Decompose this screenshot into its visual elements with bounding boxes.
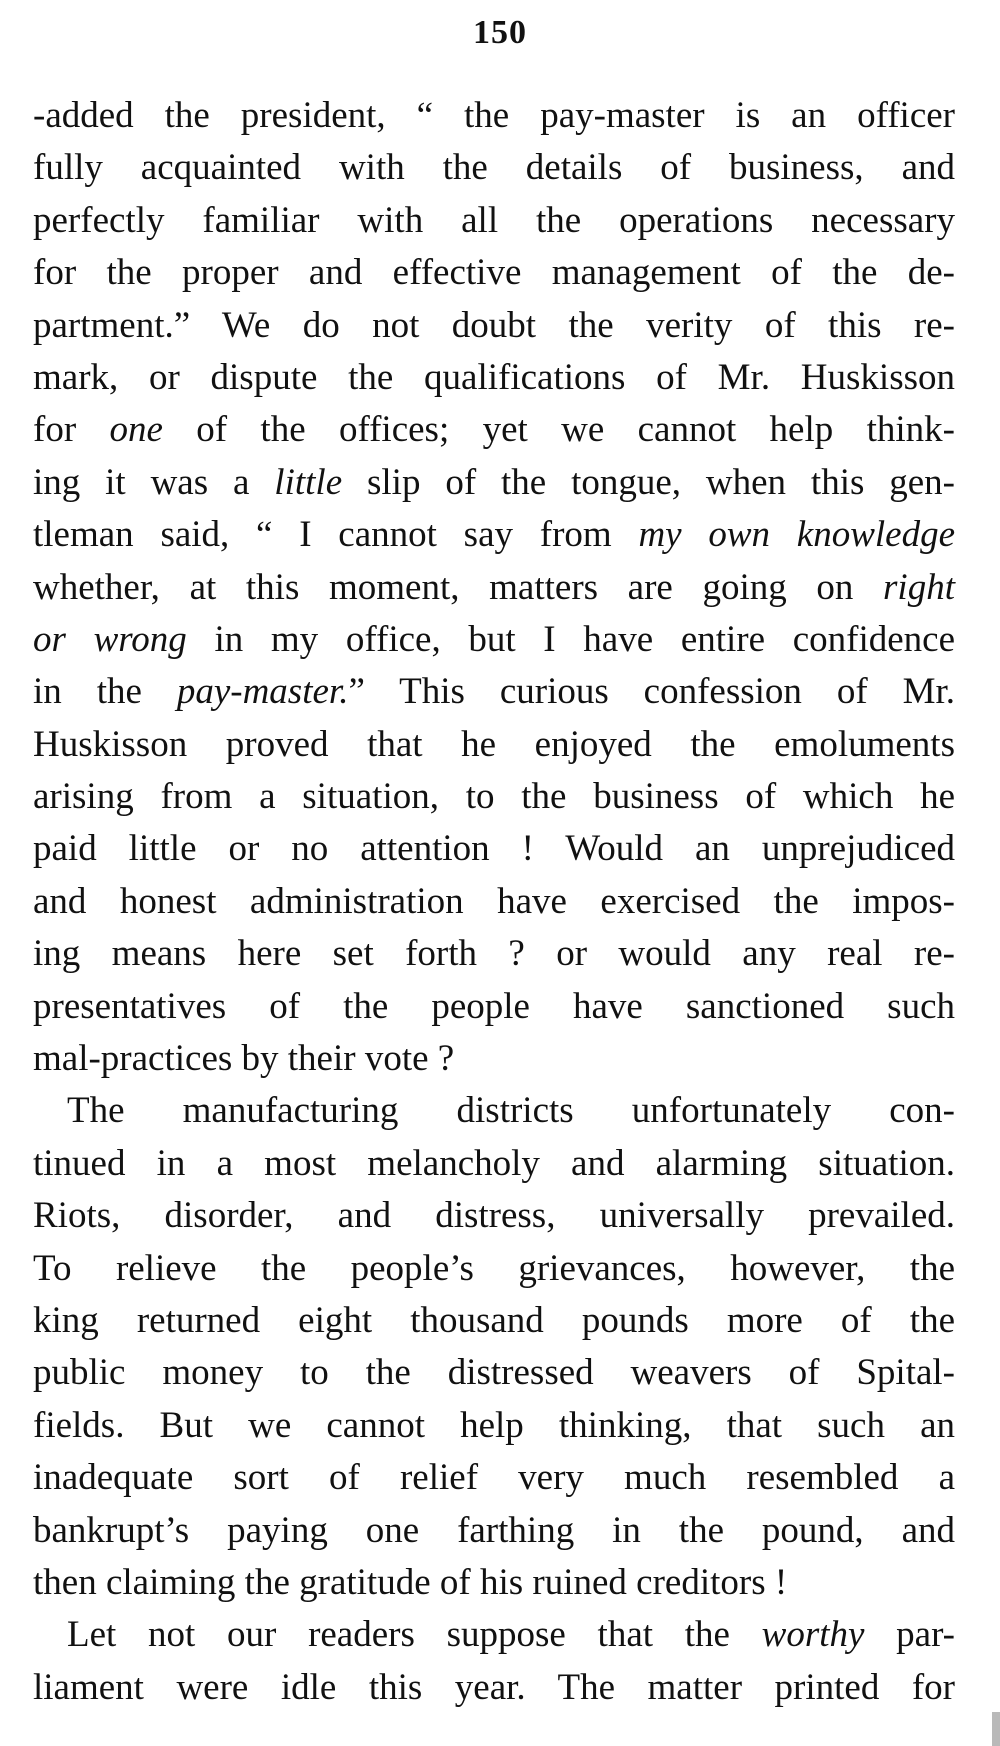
text-line <box>33 90 955 142</box>
text-segment: inadequate sort of relief very much resembled a <box>33 1457 955 1499</box>
italic-text: right <box>883 566 955 608</box>
text-line <box>33 1452 955 1504</box>
text-segment: fields. But we cannot help thinking, that such an <box>33 1404 955 1446</box>
text-line <box>33 876 955 928</box>
text-segment: slip of the tongue, when this gen- <box>342 461 955 503</box>
text-segment: mark, or dispute the qualifications of Mr. Huskisson <box>33 356 955 398</box>
text-segment: mal-practices by their vote ? <box>33 1038 455 1080</box>
text-line <box>33 300 955 352</box>
text-segment: paid little or no attention ! Would an unprejudiced <box>33 828 955 870</box>
text-line <box>33 1609 955 1661</box>
text-line <box>33 457 955 509</box>
italic-text: pay-master. <box>176 671 349 713</box>
text-line <box>33 1295 955 1347</box>
text-segment: king returned eight thousand pounds more of the <box>33 1299 955 1341</box>
text-line <box>33 771 955 823</box>
text-segment: Huskisson proved that he enjoyed the emoluments <box>33 723 955 765</box>
text-line <box>33 509 955 561</box>
text-segment: ing it was a <box>33 461 275 503</box>
text-line <box>33 142 955 194</box>
italic-text: one <box>109 409 163 451</box>
text-segment: arising from a situation, to the business of which he <box>33 776 955 818</box>
text-segment: tleman said, “ I cannot say from <box>33 514 639 556</box>
text-line <box>33 1662 955 1714</box>
text-segment: and honest administration have exercised the impos- <box>33 880 955 922</box>
text-segment: of the offices; yet we cannot help think- <box>162 409 955 451</box>
text-segment: To relieve the people’s grievances, however, the <box>33 1247 955 1289</box>
text-line <box>33 352 955 404</box>
text-line <box>33 981 955 1033</box>
text-line <box>33 666 955 718</box>
text-line <box>33 1243 955 1295</box>
italic-text: little <box>274 461 343 503</box>
text-segment: presentatives of the people have sanctioned such <box>33 985 955 1027</box>
text-line <box>33 1347 955 1399</box>
text-line <box>33 1085 955 1137</box>
text-segment: then claiming the gratitude of his ruined creditors ! <box>33 1561 788 1603</box>
italic-text: or wrong <box>33 618 187 660</box>
text-line <box>33 928 955 980</box>
text-line <box>33 404 955 456</box>
text-segment: whether, at this moment, matters are going on <box>33 566 884 608</box>
text-line <box>33 823 955 875</box>
text-line <box>33 1505 955 1557</box>
italic-text: worthy <box>761 1614 865 1656</box>
text-segment: ing means here set forth ? or would any real re- <box>33 933 955 975</box>
text-segment: -added the president, “ the pay-master is an officer <box>33 95 955 136</box>
text-segment: The manufacturing districts unfortunately con- <box>67 1090 955 1132</box>
italic-text: my own knowledge <box>638 514 955 556</box>
text-line <box>33 1400 955 1452</box>
body-text <box>33 90 955 1714</box>
text-segment: tinued in a most melancholy and alarming situation. <box>33 1142 955 1184</box>
text-segment: partment.” We do not doubt the verity of this re- <box>33 304 955 346</box>
text-segment: bankrupt’s paying one farthing in the pound, and <box>33 1509 955 1551</box>
page-number: 150 <box>473 14 527 51</box>
text-segment: Let not our readers suppose that the <box>67 1614 762 1656</box>
text-segment: fully acquainted with the details of business, and <box>33 147 955 189</box>
text-segment: liament were idle this year. The matter printed for <box>33 1666 955 1708</box>
text-line <box>33 195 955 247</box>
text-line <box>33 1190 955 1242</box>
text-segment: for <box>33 409 110 451</box>
text-segment: for the proper and effective management of the de- <box>33 252 955 294</box>
text-line <box>33 1033 955 1085</box>
text-segment: ” This curious confession of Mr. <box>348 671 956 713</box>
text-segment: perfectly familiar with all the operations necessary <box>33 199 955 241</box>
text-segment: par- <box>864 1614 955 1656</box>
text-line <box>33 247 955 299</box>
text-segment: Riots, disorder, and distress, universally prevailed. <box>33 1195 955 1237</box>
text-segment: in my office, but I have entire confidence <box>186 618 955 660</box>
text-line <box>33 1138 955 1190</box>
text-line <box>33 562 955 614</box>
text-line <box>33 1557 955 1609</box>
text-segment: in the <box>33 671 177 713</box>
text-line <box>33 614 955 666</box>
text-line <box>33 719 955 771</box>
page-edge-shadow <box>992 1712 1000 1746</box>
text-segment: public money to the distressed weavers of Spital- <box>33 1352 955 1394</box>
